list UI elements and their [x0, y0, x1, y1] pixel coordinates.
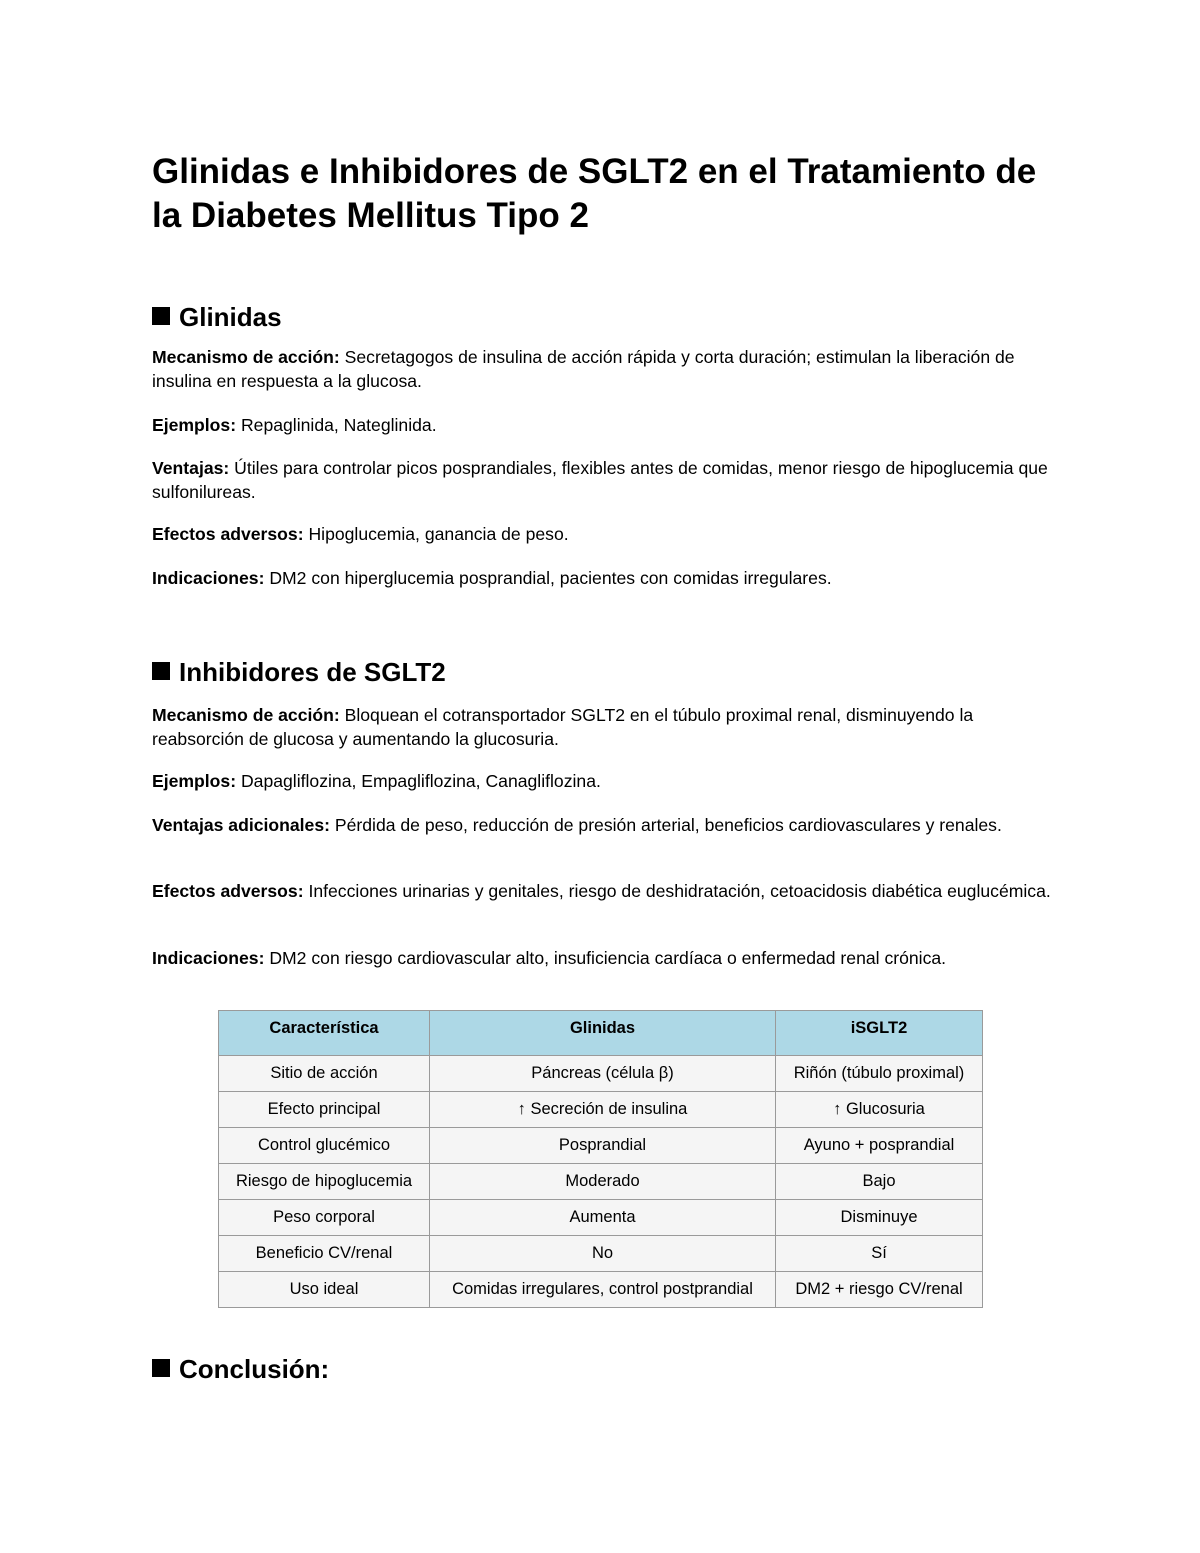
glinidas-mecanismo: Mecanismo de acción: Secretagogos de insulina de acción rápida y corta duración; estimulan la liberación de insulina en respuesta a la glucosa. [152, 347, 1015, 391]
sglt2-indicaciones: Indicaciones: DM2 con riesgo cardiovascular alto, insuficiencia cardíaca o enfermedad renal crónica. [152, 948, 947, 968]
table-header-cell: iSGLT2 [776, 1011, 983, 1056]
table-cell: ↑ Glucosuria [776, 1092, 983, 1128]
section-heading-sglt2: Inhibidores de SGLT2 [152, 656, 446, 688]
comparison-table [218, 1010, 983, 1308]
table-cell: Comidas irregulares, control postprandial [430, 1272, 776, 1308]
section-heading-conclusion: Conclusión: [152, 1353, 329, 1385]
glinidas-ventajas: Ventajas: Útiles para controlar picos posprandiales, flexibles antes de comidas, menor riesgo de hipoglucemia que sulfonilureas. [152, 458, 1048, 502]
table-cell: Disminuye [776, 1200, 983, 1236]
table-cell: Ayuno + posprandial [776, 1128, 983, 1164]
table-cell: Peso corporal [219, 1200, 430, 1236]
table-cell: Control glucémico [219, 1128, 430, 1164]
table-row [219, 1200, 983, 1236]
table-cell: Efecto principal [219, 1092, 430, 1128]
table-cell: Moderado [430, 1164, 776, 1200]
table-header-cell: Característica [219, 1011, 430, 1056]
sglt2-mecanismo: Mecanismo de acción: Bloquean el cotransportador SGLT2 en el túbulo proximal renal, disminuyendo la reabsorción de glucosa y aumentando la glucosuria. [152, 705, 974, 749]
sglt2-ejemplos: Ejemplos: Dapagliflozina, Empagliflozina, Canagliflozina. [152, 771, 601, 791]
table-cell: Páncreas (célula β) [430, 1056, 776, 1092]
square-bullet-icon [152, 1359, 170, 1377]
table-cell: Uso ideal [219, 1272, 430, 1308]
table-cell: Posprandial [430, 1128, 776, 1164]
document-title: Glinidas e Inhibidores de SGLT2 en el Tratamiento de la Diabetes Mellitus Tipo 2 [152, 152, 1037, 235]
table-cell: ↑ Secreción de insulina [430, 1092, 776, 1128]
table-cell: Beneficio CV/renal [219, 1236, 430, 1272]
square-bullet-icon [152, 307, 170, 325]
table-cell: Sitio de acción [219, 1056, 430, 1092]
table-header-row [219, 1011, 983, 1056]
table-cell: Riesgo de hipoglucemia [219, 1164, 430, 1200]
table-cell: No [430, 1236, 776, 1272]
table-cell: Riñón (túbulo proximal) [776, 1056, 983, 1092]
table-row [219, 1164, 983, 1200]
section-heading-glinidas: Glinidas [152, 301, 282, 333]
sglt2-efectos: Efectos adversos: Infecciones urinarias y genitales, riesgo de deshidratación, cetoacidosis diabética euglucémica. [152, 881, 1051, 901]
table-row [219, 1092, 983, 1128]
table-row [219, 1128, 983, 1164]
glinidas-efectos: Efectos adversos: Hipoglucemia, ganancia de peso. [152, 524, 569, 544]
table-row [219, 1056, 983, 1092]
glinidas-ejemplos: Ejemplos: Repaglinida, Nateglinida. [152, 415, 437, 435]
table-cell: Aumenta [430, 1200, 776, 1236]
square-bullet-icon [152, 662, 170, 680]
table-row [219, 1236, 983, 1272]
sglt2-ventajas: Ventajas adicionales: Pérdida de peso, reducción de presión arterial, beneficios cardiovasculares y renales. [152, 815, 1002, 835]
table-cell: Sí [776, 1236, 983, 1272]
table-cell: Bajo [776, 1164, 983, 1200]
table-row [219, 1272, 983, 1308]
glinidas-indicaciones: Indicaciones: DM2 con hiperglucemia posprandial, pacientes con comidas irregulares. [152, 568, 832, 588]
table-cell: DM2 + riesgo CV/renal [776, 1272, 983, 1308]
table-header-cell: Glinidas [430, 1011, 776, 1056]
